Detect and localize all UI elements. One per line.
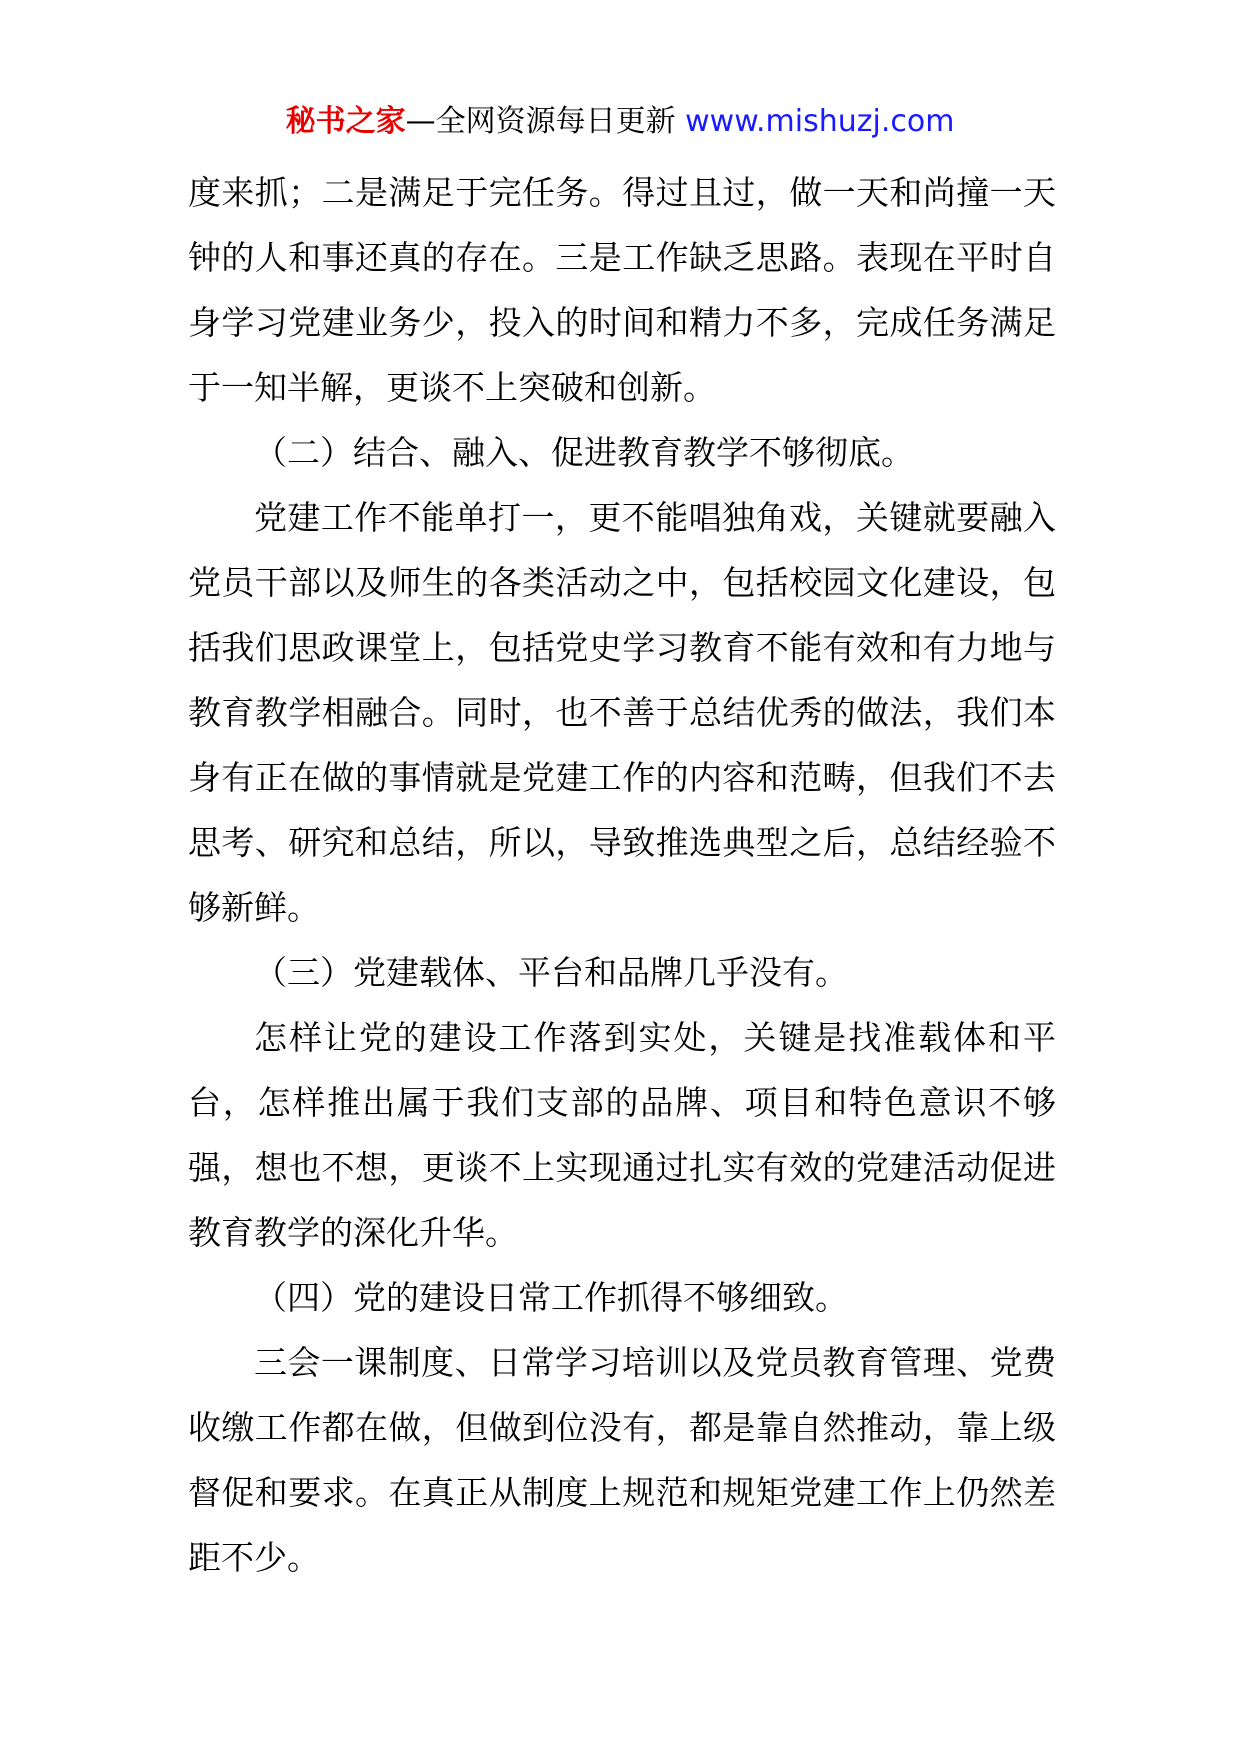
section-heading-4: （四）党的建设日常工作抓得不够细致。 [254, 1278, 848, 1317]
paragraph: 党建工作不能单打一，更不能唱独角戏，关键就要融入党员干部以及师生的各类活动之中，包括校园文化建设，包括我们思政课堂上，包括党史学习教育不能有效和有力地与教育教学相融合。同时，也不善于总结优秀的做法，我们本身有正在做的事情就是党建工作的内容和范畴，但我们不去思考、研究和总结，所以，导致推选典型之后，总结经验不够新鲜。 [188, 498, 1056, 927]
section-heading-3: （三）党建载体、平台和品牌几乎没有。 [254, 953, 848, 992]
document-body [188, 160, 1056, 1590]
header-tagline: —全网资源每日更新 [405, 104, 686, 139]
paragraph: 怎样让党的建设工作落到实处，关键是找准载体和平台，怎样推出属于我们支部的品牌、项目和特色意识不够强，想也不想，更谈不上实现通过扎实有效的党建活动促进教育教学的深化升华。 [188, 1018, 1056, 1252]
paragraph: 三会一课制度、日常学习培训以及党员教育管理、党费收缴工作都在做，但做到位没有，都是靠自然推动，靠上级督促和要求。在真正从制度上规范和规矩党建工作上仍然差距不少。 [188, 1343, 1056, 1577]
site-url-link[interactable]: www.mishuzj.com [685, 104, 955, 139]
page-header [0, 100, 1240, 144]
paragraph-continuation: 度来抓；二是满足于完任务。得过且过，做一天和尚撞一天钟的人和事还真的存在。三是工作缺乏思路。表现在平时自身学习党建业务少，投入的时间和精力不多，完成任务满足于一知半解，更谈不上突破和创新。 [188, 173, 1056, 407]
brand-name: 秘书之家 [285, 104, 406, 139]
section-heading-2: （二）结合、融入、促进教育教学不够彻底。 [254, 433, 914, 472]
